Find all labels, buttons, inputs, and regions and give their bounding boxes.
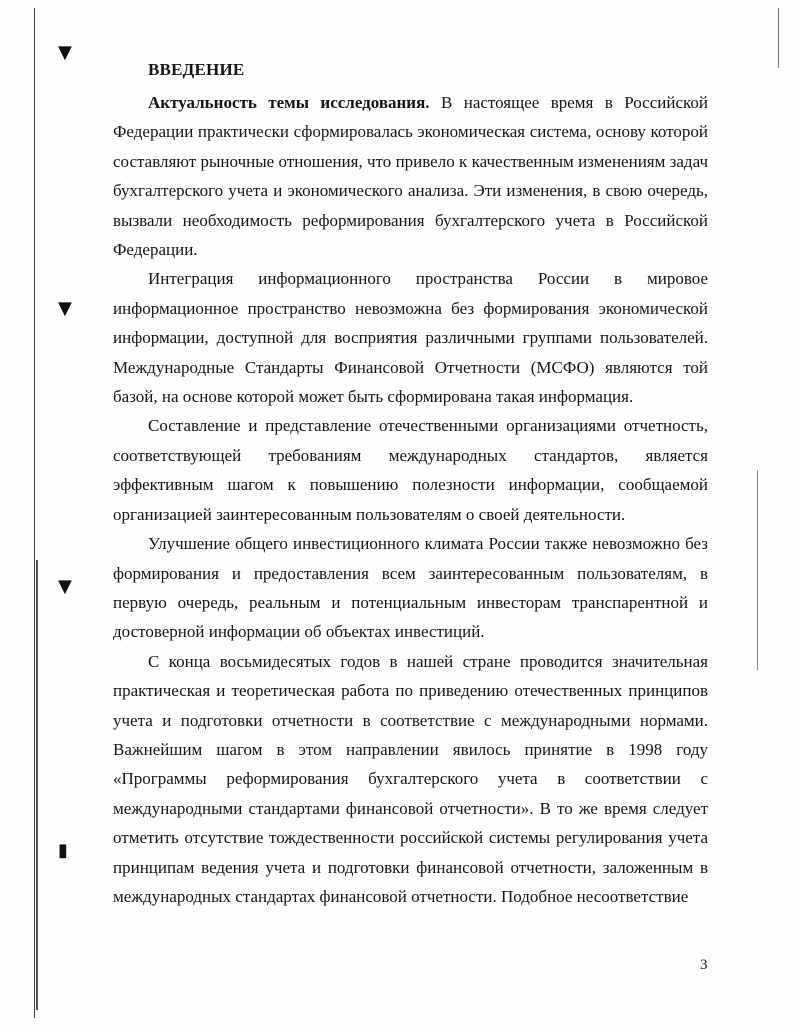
scan-edge-line	[778, 8, 779, 68]
paragraph-text: Интеграция информационного пространства России в мировое информационное пространство невозможна без формирования экономической информации, доступной для восприятия различными группами пользователей. Международные Стандарты Финансовой Отчетности (МСФО) являются той базой, на основе которой может быть сформирована такая информация.	[113, 269, 708, 407]
paragraph-text: В настоящее время в Российской Федерации практически сформировалась экономическая система, основу которой составляют рыночные отношения, что привело к качественным изменениям задач бухгалтерского учета и экономического анализа. Эти изменения, в свою очередь, вызвали необходимость реформирования бухгалтерского учета в Российской Федерации.	[113, 93, 709, 260]
paragraph-lead: Актуальность темы исследования.	[148, 93, 430, 112]
paragraph-text: Составление и представление отечественными организациями отчетность, соответствующей требованиям международных стандартов, является эффективным шагом к повышению полезности информации, сообщаемой организацией заинтересованным пользователям о своей деятельности.	[113, 416, 708, 524]
scan-edge-line	[757, 470, 758, 670]
hole-punch-mark-icon: ▮	[58, 840, 68, 861]
paragraph	[113, 264, 708, 411]
paragraph-text: Улучшение общего инвестиционного климата России также невозможно без формирования и предоставления всем заинтересованным пользователям, в первую очередь, реальным и потенциальным инвесторам транспарентной и достоверной информации об объектах инвестиций.	[113, 534, 708, 642]
paragraph-text: С конца восьмидесятых годов в нашей стране проводится значительная практическая и теоретическая работа по приведению отечественных принципов учета и подготовки отчетности в соответствие с международными нормами. Важнейшим шагом в этом направлении явилось принятие в 1998 году «Программы реформирования бухгалтерского учета в соответствии с международными стандартами финансовой отчетности». В то же время следует отметить отсутствие тождественности российской системы регулирования учета принципам ведения учета и подготовки финансовой отчетности, заложенным в международных стандартах финансовой отчетности. Подобное несоответствие	[113, 651, 708, 906]
document-body	[113, 88, 708, 911]
scan-edge-line	[34, 8, 35, 1018]
hole-punch-mark-icon: ▼	[58, 576, 72, 597]
scan-edge-line	[36, 560, 38, 1010]
page-number: 3	[700, 957, 708, 973]
section-heading: ВВЕДЕНИЕ	[148, 60, 245, 79]
paragraph	[113, 88, 708, 264]
hole-punch-mark-icon: ▼	[58, 298, 72, 319]
hole-punch-mark-icon: ▼	[58, 42, 72, 63]
paragraph	[113, 647, 708, 912]
paragraph	[113, 411, 708, 529]
paragraph	[113, 529, 708, 647]
